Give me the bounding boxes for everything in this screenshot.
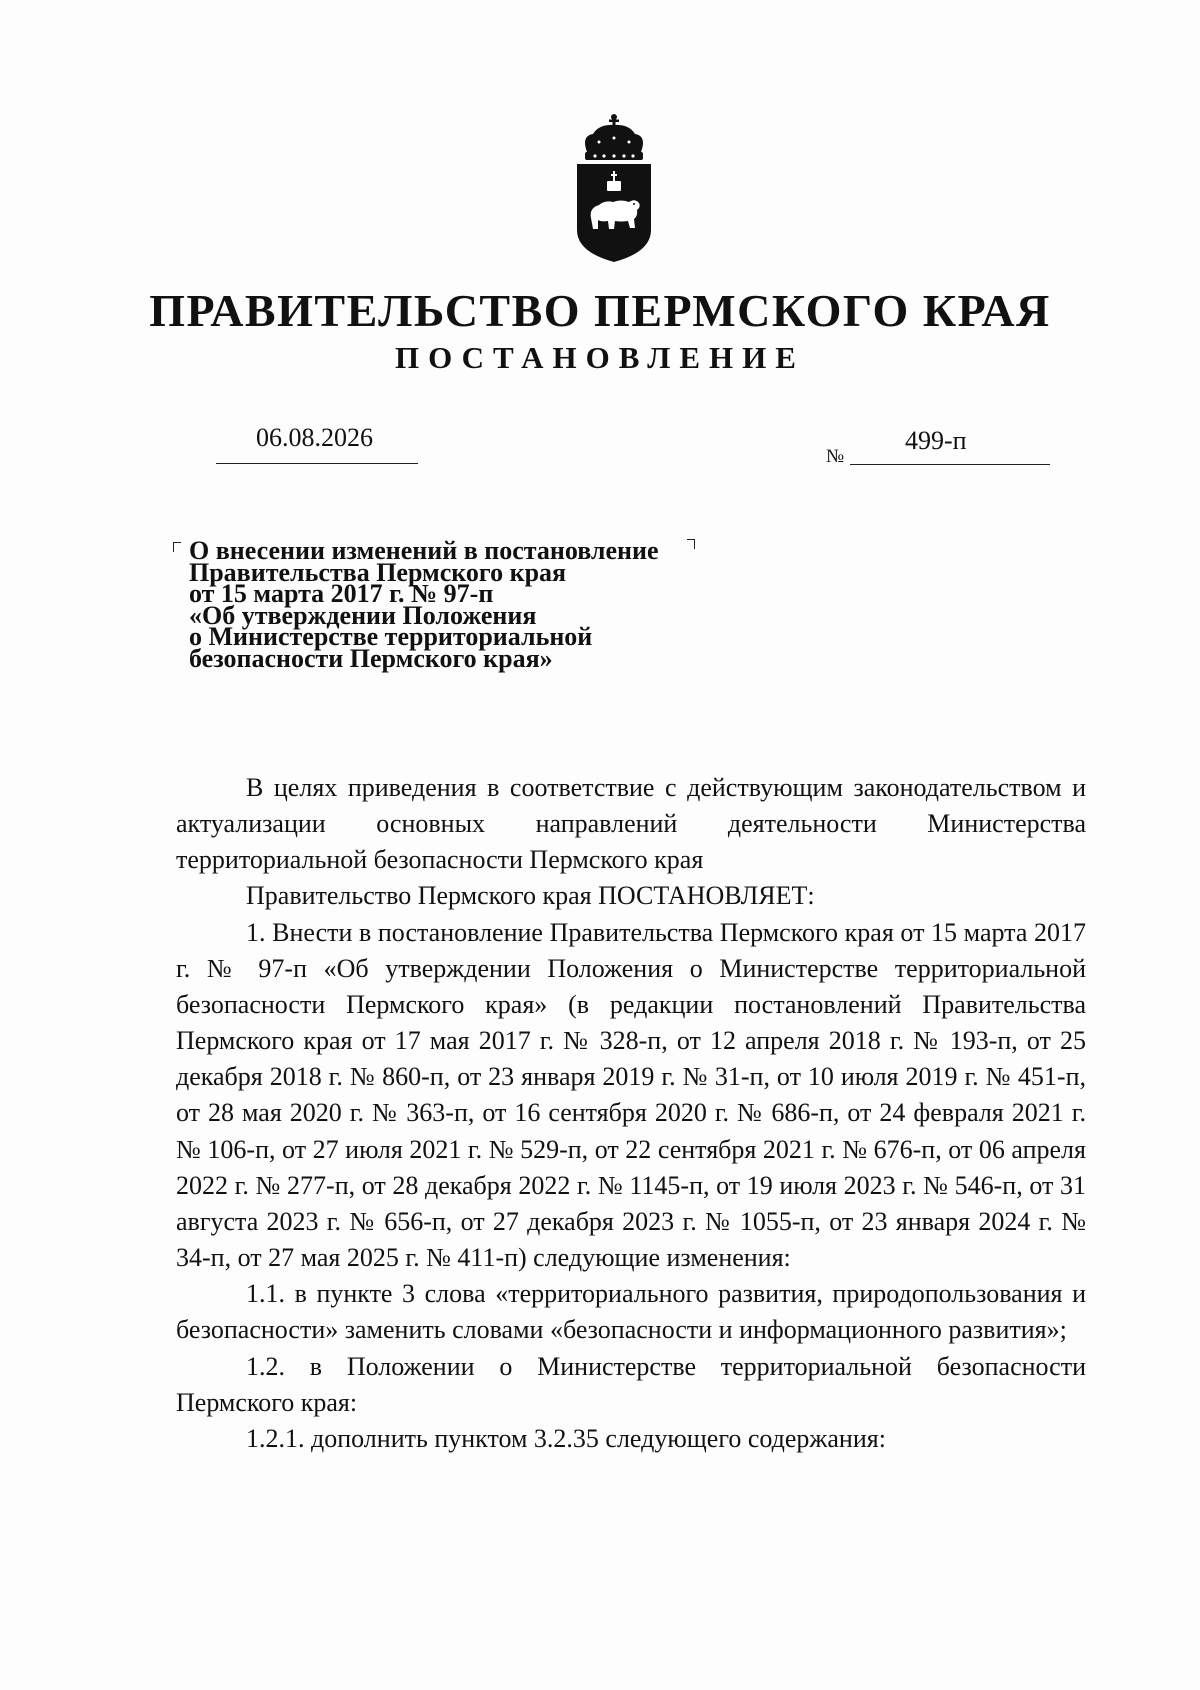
body-paragraph-item-1-2-1: 1.2.1. дополнить пунктом 3.2.35 следующего содержания: <box>246 1423 886 1453</box>
document-subject <box>189 536 709 673</box>
subject-corner-left <box>173 542 181 552</box>
number-sign: № <box>826 446 845 467</box>
number-underline <box>850 464 1050 465</box>
document-type: ПОСТАНОВЛЕНИЕ <box>395 340 805 375</box>
document-body <box>176 770 1086 1457</box>
subject-line: от 15 марта 2017 г. № 97-п <box>189 579 494 608</box>
subject-line: Правительства Пермского края <box>189 557 567 587</box>
subject-line: «Об утверждении Положения <box>189 600 537 630</box>
perm-krai-coat-of-arms-icon <box>569 112 659 264</box>
body-paragraph-item-1-1: 1.1. в пункте 3 слова «территориального развития, природопользования и безопасности» заменить словами «безопасности и информационного развития»; <box>176 1279 1086 1345</box>
subject-line: о Министерстве территориальной <box>189 622 593 651</box>
government-title: ПРАВИТЕЛЬСТВО ПЕРМСКОГО КРАЯ <box>149 285 1051 336</box>
body-paragraph-preamble: В целях приведения в соответствие с действующим законодательством и актуализации основных направлений деятельности Министерства территориальной безопасности Пермского края <box>176 773 1086 875</box>
body-paragraph-resolves: Правительство Пермского края ПОСТАНОВЛЯЕТ: <box>246 881 815 911</box>
body-paragraph-item-1-2: 1.2. в Положении о Министерстве территориальной безопасности Пермского края: <box>176 1351 1086 1417</box>
document-date: 06.08.2026 <box>256 423 373 452</box>
body-paragraph-item-1: 1. Внести в постановление Правительства Пермского края от 15 марта 2017 г. № 97-п «Об утверждении Положения о Министерстве территориальной безопасности Пермского края» (в редакции постановлений Правительства Пермского края от 17 мая 2017 г. № 328-п, от 12 апреля 2018 г. № 193-п, от 25 декабря 2018 г. № 860-п, от 23 января 2019 г. № 31-п, от 10 июля 2019 г. № 451-п, от 28 мая 2020 г. № 363-п, от 16 сентября 2020 г. № 686-п, от 24 февраля 2021 г. № 106-п, от 27 июля 2021 г. № 529-п, от 22 сентября 2021 г. № 676-п, от 06 апреля 2022 г. № 277-п, от 28 декабря 2022 г. № 1145-п, от 19 июля 2023 г. № 546-п, от 31 августа 2023 г. № 656-п, от 27 декабря 2023 г. № 1055-п, от 23 января 2024 г. № 34-п, от 27 мая 2025 г. № 411-п) следующие изменения: <box>176 917 1086 1273</box>
date-underline <box>216 463 418 464</box>
subject-line: безопасности Пермского края» <box>189 643 553 673</box>
document-number: 499-п <box>905 426 967 455</box>
subject-line: О внесении изменений в постановление <box>189 536 659 565</box>
